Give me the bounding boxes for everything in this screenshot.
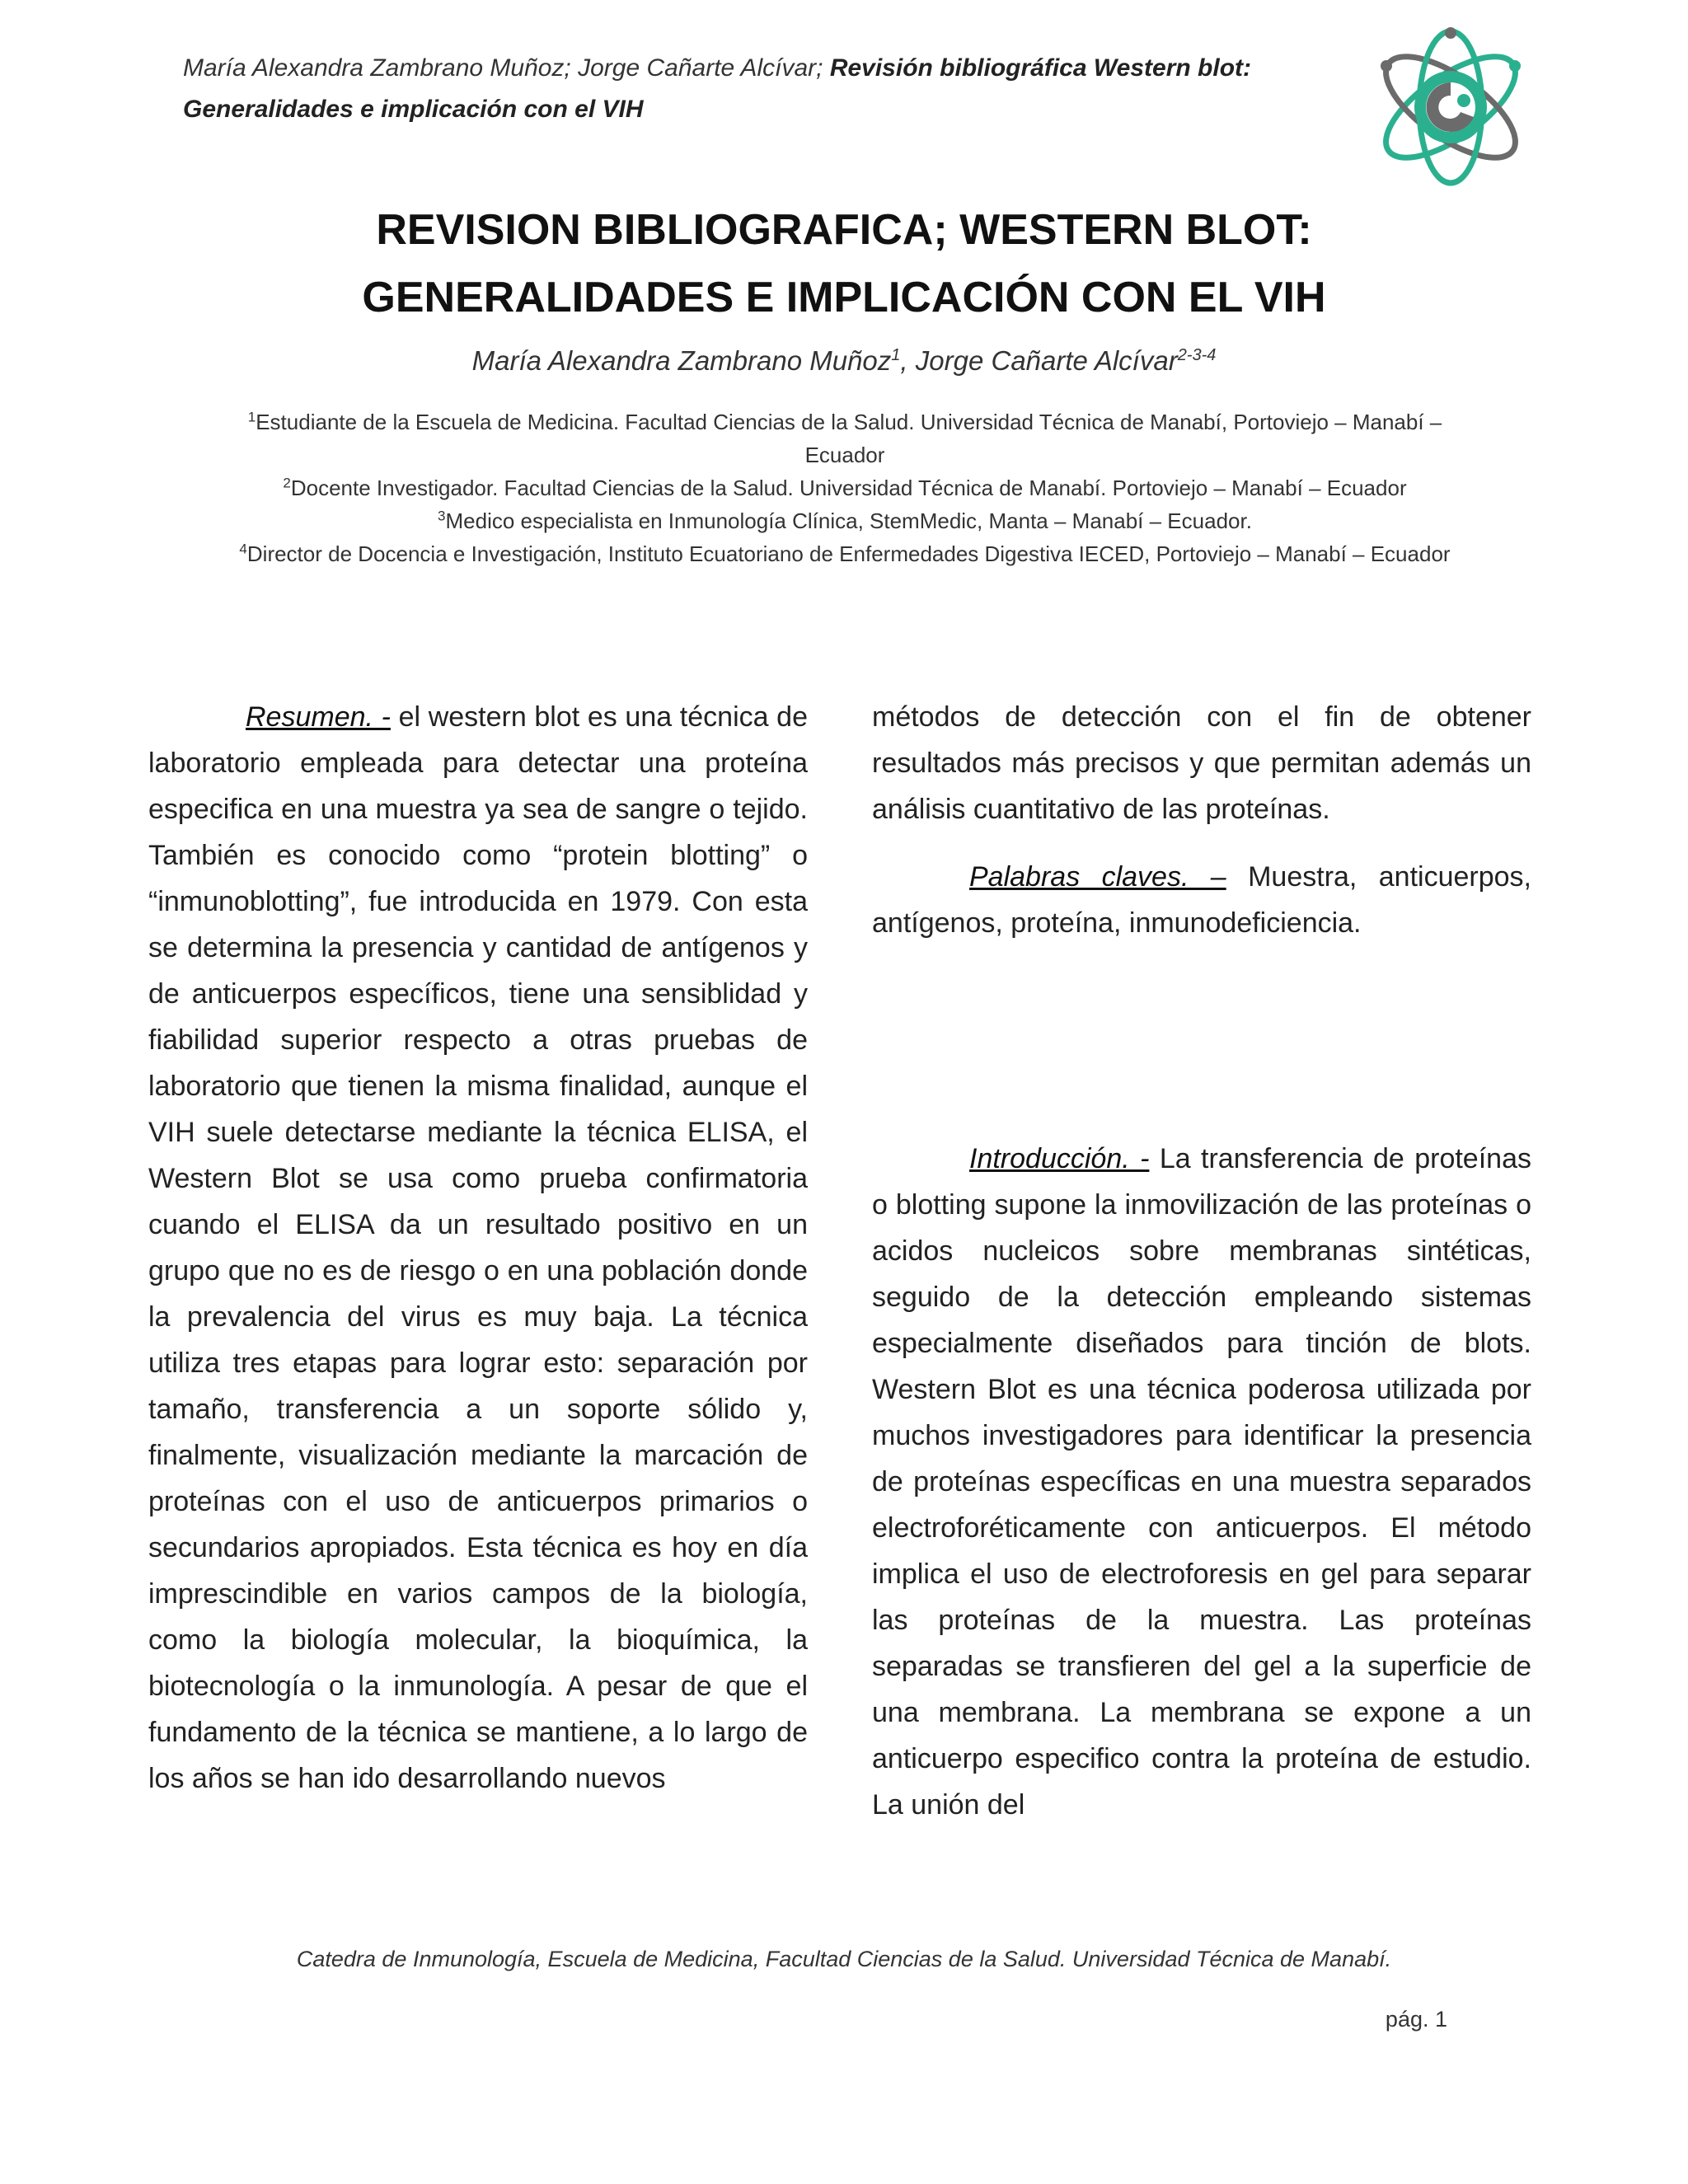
introduction-paragraph (872, 1136, 1531, 1828)
keywords-paragraph (872, 854, 1531, 946)
affiliation-2-text: Docente Investigador. Facultad Ciencias de la Salud. Universidad Técnica de Manabí. Portoviejo – Manabí – Ecuador (290, 476, 1407, 500)
affiliation-3-text: Medico especialista en Inmunología Clínica, StemMedic, Manta – Manabí – Ecuador. (445, 509, 1252, 533)
affiliation-3 (223, 504, 1467, 537)
paper-title (185, 196, 1503, 331)
abstract-text: el western blot es una técnica de laboratorio empleada para detectar una proteína especifica en una muestra ya sea de sangre o tejido. También es conocido como “protein blotting” o “inmunoblotting”, fue introducida en 1979. Con esta se determina la presencia y cantidad de antígenos y de anticuerpos específicos, tiene una sensiblidad y fiabilidad superior respecto a otras pruebas de laboratorio que tienen la misma finalidad, aunque el VIH suele detectarse mediante la técnica ELISA, el Western Blot se usa como prueba confirmatoria cuando el ELISA da un resultado positivo en un grupo que no es de riesgo o en una población donde la prevalencia del virus es muy baja. La técnica utiliza tres etapas para lograr esto: separación por tamaño, transferencia a un soporte sólido y, finalmente, visualización mediante la marcación de proteínas con el uso de anticuerpos primarios o secundarios apropiados. Esta técnica es hoy en día imprescindible en varios campos de la biología, como la biología molecular, la bioquímica, la biotecnología o la inmunología. A pesar de que el fundamento de la técnica se mantiene, a lo largo de los años se han ido desarrollando nuevos (148, 701, 808, 1794)
affiliation-4-mark: 4 (239, 541, 247, 557)
running-header-authors: María Alexandra Zambrano Muñoz; Jorge Cañarte Alcívar; (183, 54, 823, 82)
affiliation-1-mark: 1 (247, 409, 256, 425)
abstract-paragraph (148, 694, 808, 1802)
affiliation-2-mark: 2 (283, 475, 291, 491)
author-1-affiliation-mark: 1 (891, 346, 901, 364)
affiliation-1-text: Estudiante de la Escuela de Medicina. Facultad Ciencias de la Salud. Universidad Técnica de Manabí, Portoviejo – Manabí – Ecuador (256, 410, 1442, 467)
affiliation-1 (223, 405, 1467, 471)
affiliation-4-text: Director de Docencia e Investigación, Instituto Ecuatoriano de Enfermedades Digestiva IECED, Portoviejo – Manabí – Ecuador (246, 541, 1451, 566)
running-header-line-1 (183, 48, 1337, 89)
introduction-label: Introducción. - (969, 1143, 1150, 1174)
running-header-title-part-1: Revisión bibliográfica Western blot: (829, 54, 1251, 82)
keywords-label: Palabras claves. – (969, 861, 1226, 893)
page-number: pág. 1 (1385, 2007, 1447, 2032)
paper-title-line-2: GENERALIDADES E IMPLICACIÓN CON EL VIH (362, 274, 1326, 321)
affiliations (223, 405, 1467, 570)
author-2: Jorge Cañarte Alcívar (915, 345, 1178, 376)
right-column (872, 694, 1531, 1828)
keywords-text: Muestra, anticuerpos, antígenos, proteína, inmunodeficiencia. (872, 861, 1531, 939)
author-list (185, 341, 1503, 381)
introduction-text: La transferencia de proteínas o blotting supone la inmovilización de las proteínas o acidos nucleicos sobre membranas sintéticas, seguido de la detección empleando sistemas especialmente diseñados para tinción de blots. Western Blot es una técnica poderosa utilizada por muchos investigadores para identificar la presencia de proteínas específicas en una muestra separados electroforéticamente con anticuerpos. El método implica el uso de electroforesis en gel para separar las proteínas de la muestra. Las proteínas separadas se transfieren del gel a la superficie de una membrana. La membrana se expone a un anticuerpo especifico contra la proteína de estudio. La unión del (872, 1143, 1531, 1821)
left-column (148, 694, 808, 1802)
page-footer: Catedra de Inmunología, Escuela de Medicina, Facultad Ciencias de la Salud. Universidad Técnica de Manabí. (296, 1947, 1392, 1971)
affiliation-3-mark: 3 (438, 508, 446, 524)
running-header-title-part-2: Generalidades e implicación con el VIH (183, 96, 644, 123)
affiliation-4 (223, 537, 1467, 570)
author-1: María Alexandra Zambrano Muñoz (471, 345, 892, 376)
author-separator: , (900, 345, 916, 376)
running-header (183, 48, 1337, 130)
affiliation-2 (223, 471, 1467, 504)
atom-cell-logo (1368, 16, 1533, 190)
paper-title-line-1: REVISION BIBLIOGRAFICA; WESTERN BLOT: (376, 206, 1312, 254)
abstract-label: Resumen. - (246, 701, 391, 733)
author-2-affiliation-mark: 2-3-4 (1177, 346, 1217, 364)
abstract-continuation: métodos de detección con el fin de obtener resultados más precisos y que permitan además un análisis cuantitativo de las proteínas. (872, 701, 1531, 825)
